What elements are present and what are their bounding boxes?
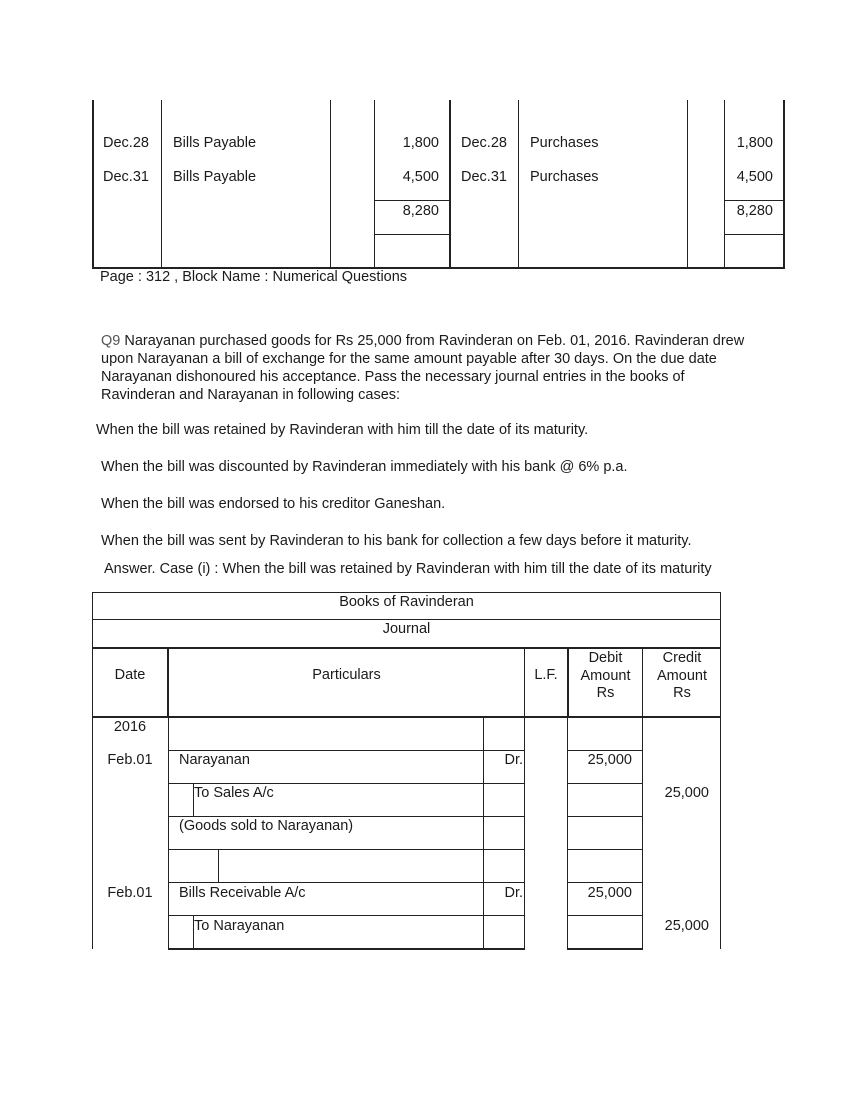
ledger-particulars-cr: Purchases [530,135,599,151]
question-text: Narayanan purchased goods for Rs 25,000 from Ravinderan on Feb. 01, 2016. Ravinderan drew upon Narayanan a bill of exchange for the same amount payable after 30 days. On the due date Narayanan dishonoured his acceptance. Pass the necessary journal entries in the books of Ravinderan and Narayanan in following cases: [101,333,745,403]
entry-debit-account: Narayanan [179,752,250,768]
entry-dr-label: Dr. [504,752,523,768]
header-particulars: Particulars [312,667,381,683]
entry-date: Feb.01 [107,752,153,768]
case-1: When the bill was retained by Ravinderan with him till the date of its maturity. [96,422,589,438]
ledger-amount-cr: 1,800 [736,135,773,151]
ledger-date-dr: Dec.28 [103,135,149,151]
journal-year: 2016 [113,719,147,735]
ledger-total-cr: 8,280 [736,203,773,219]
book-title: Books of Ravinderan [339,594,474,610]
ledger-particulars-cr: Purchases [530,169,599,185]
ledger-amount-cr: 4,500 [736,169,773,185]
journal-title: Journal [382,621,431,637]
header-lf: L.F. [534,667,558,683]
ledger-particulars-dr: Bills Payable [173,135,257,151]
ledger-amount-dr: 4,500 [402,169,439,185]
ledger-date-dr: Dec.31 [103,169,149,185]
entry-debit-account: Bills Receivable A/c [179,885,306,901]
case-3: When the bill was endorsed to his creditor Ganeshan. [101,496,446,512]
ledger-particulars-dr: Bills Payable [173,169,257,185]
entry-credit-account: To Narayanan [194,918,285,934]
entry-dr-label: Dr. [504,885,523,901]
ledger-date-cr: Dec.28 [461,135,507,151]
entry-debit-amount: 25,000 [587,885,632,901]
ledger-total-dr: 8,280 [402,203,439,219]
case-2: When the bill was discounted by Ravinderan immediately with his bank @ 6% p.a. [101,459,628,475]
header-credit: Credit Amount Rs [657,650,707,701]
header-debit: Debit Amount Rs [580,650,631,701]
page-info: Page : 312 , Block Name : Numerical Questions [100,269,408,285]
entry-credit-account: To Sales A/c [194,785,274,801]
entry-debit-amount: 25,000 [587,752,632,768]
ledger-date-cr: Dec.31 [461,169,507,185]
answer-heading: Answer. Case (i) : When the bill was retained by Ravinderan with him till the date of its maturity [104,561,712,577]
entry-credit-amount: 25,000 [664,785,709,801]
case-4: When the bill was sent by Ravinderan to his bank for collection a few days before it maturity. [101,533,692,549]
entry-credit-amount: 25,000 [664,918,709,934]
header-date: Date [114,667,146,683]
entry-date: Feb.01 [107,885,153,901]
ledger-amount-dr: 1,800 [402,135,439,151]
question-number: Q9 [101,333,121,349]
entry-narration: (Goods sold to Narayanan) [179,818,354,834]
question-paragraph [101,332,751,404]
